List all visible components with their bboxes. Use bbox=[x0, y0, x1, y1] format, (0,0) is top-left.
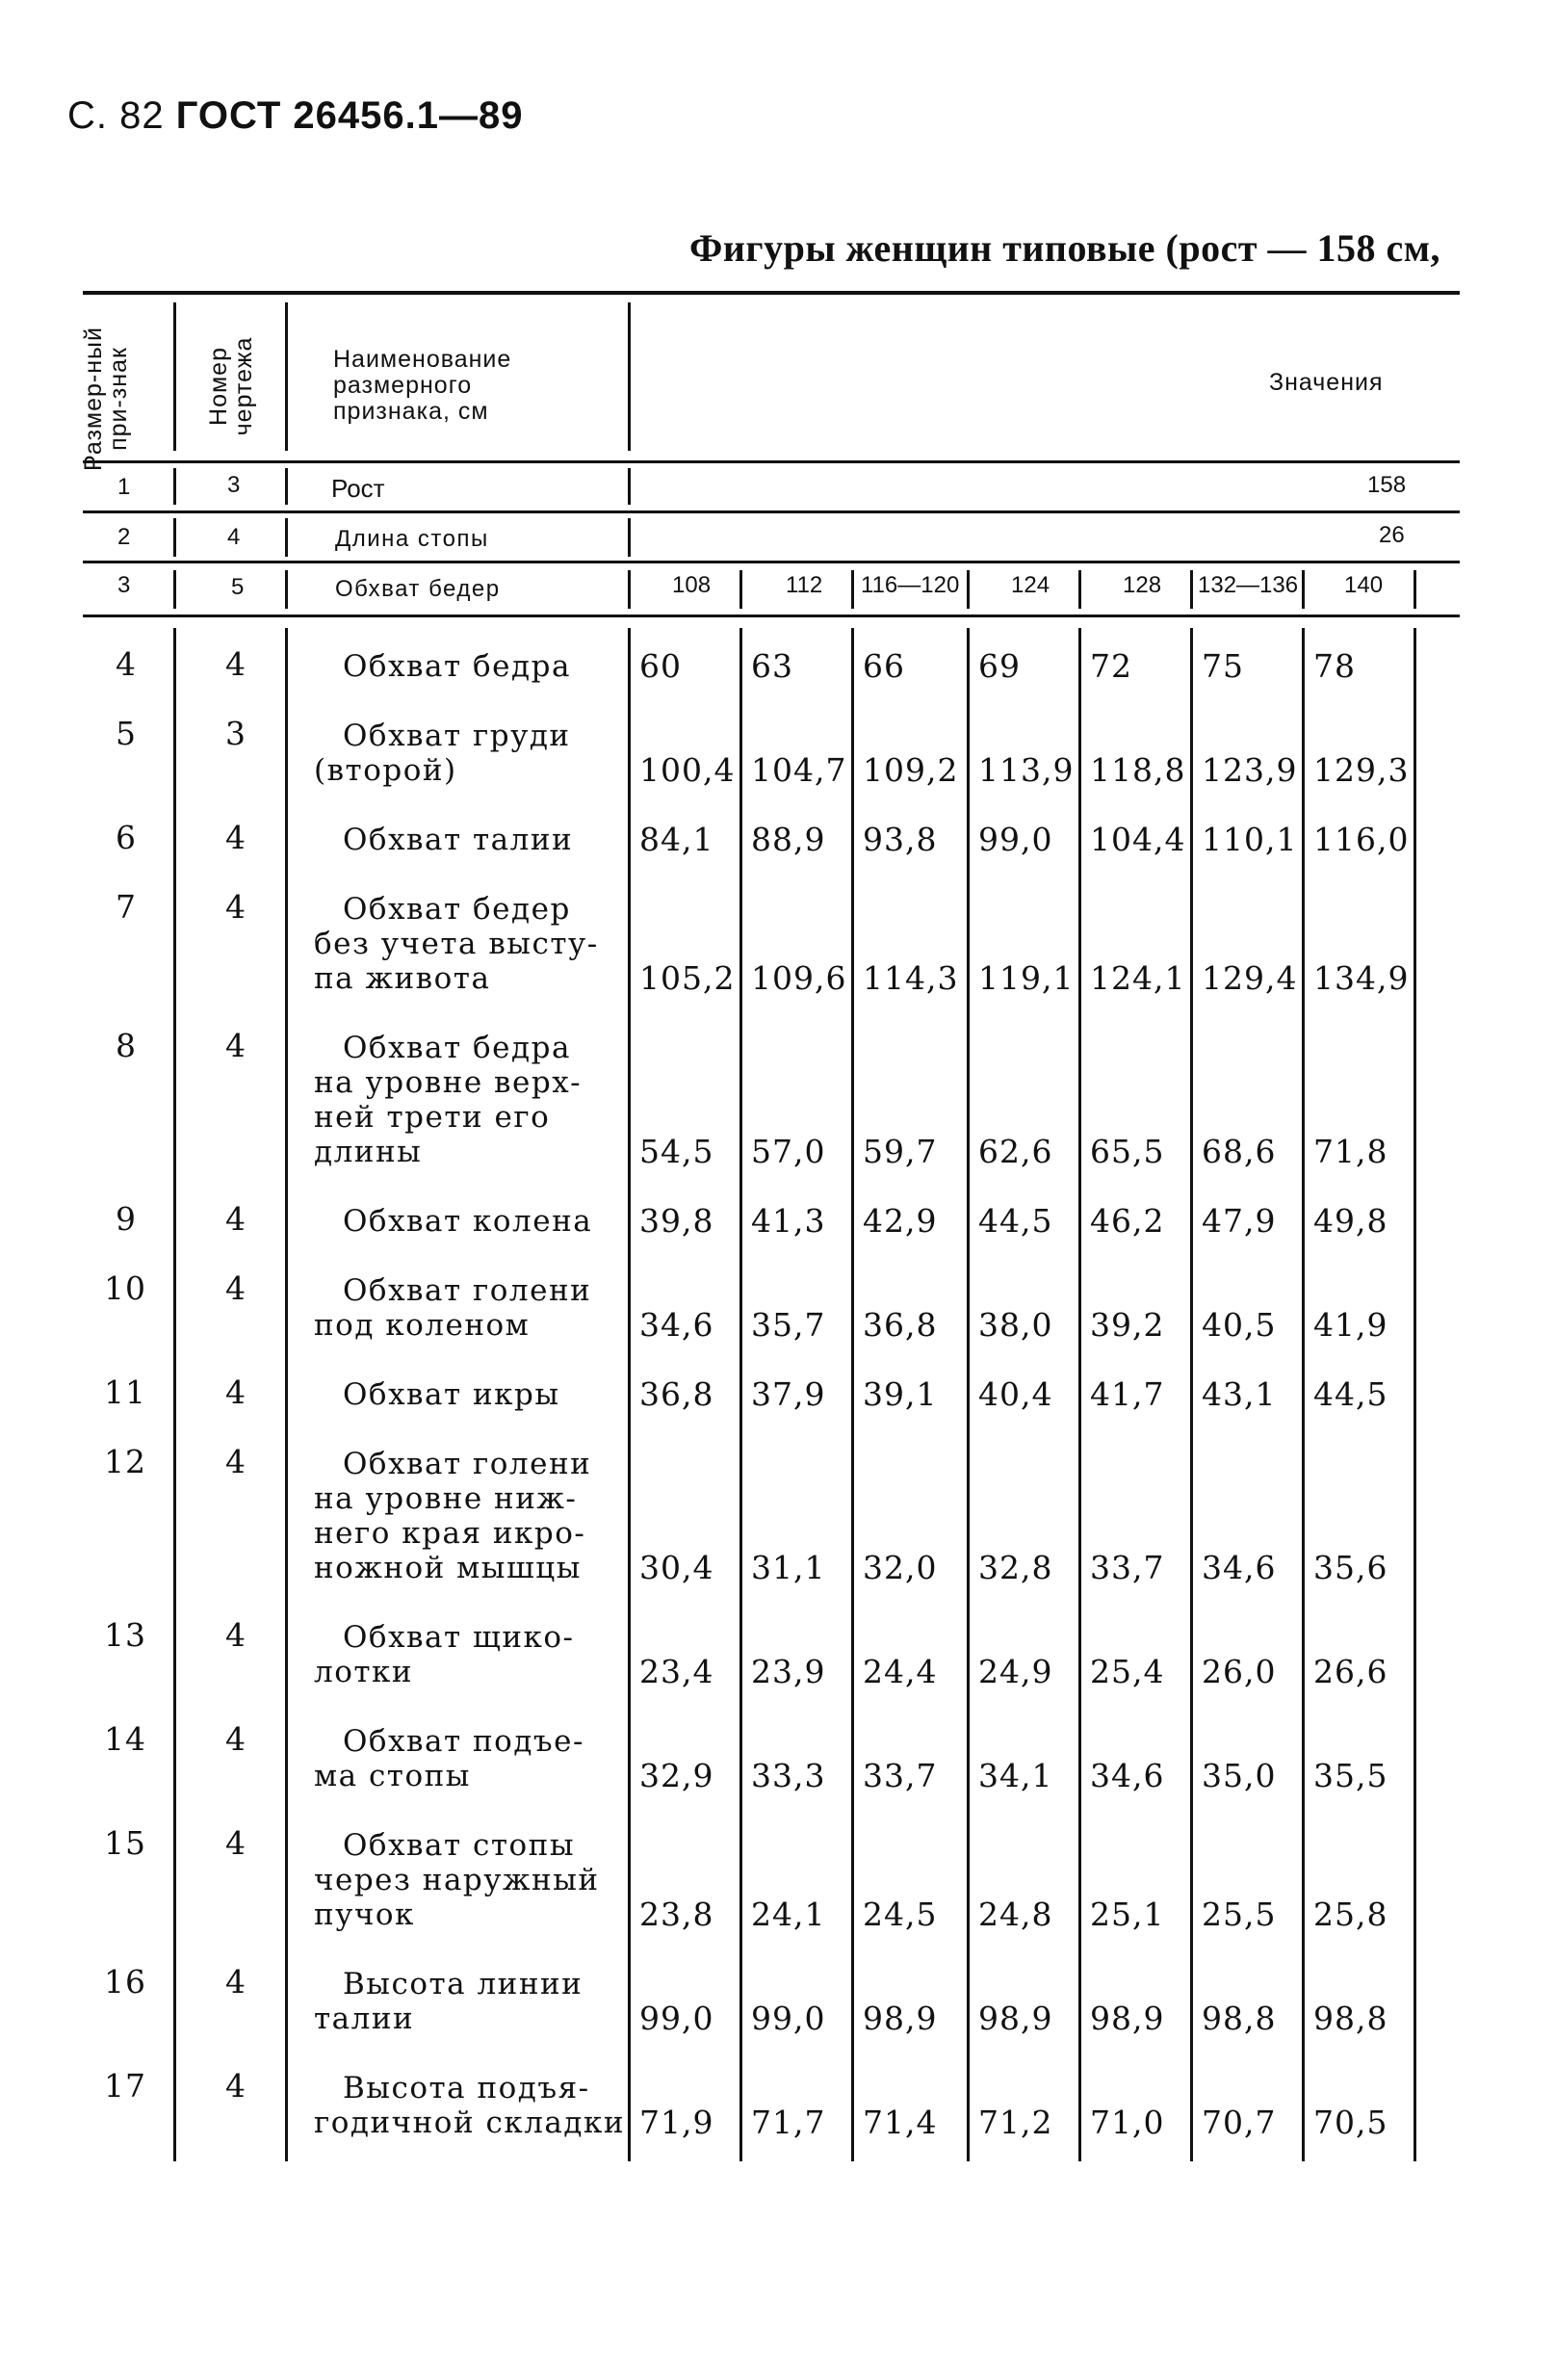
row3-div-3 bbox=[628, 570, 631, 609]
feature-number: 11 bbox=[104, 1373, 146, 1411]
value-cell: 33,7 bbox=[863, 1757, 938, 1794]
value-cell: 23,9 bbox=[751, 1653, 826, 1690]
drawing-number: 4 bbox=[225, 1200, 246, 1238]
value-cell: 104,7 bbox=[751, 751, 847, 789]
row2-div-1 bbox=[173, 518, 176, 557]
value-cell: 98,9 bbox=[863, 2000, 938, 2037]
value-cell: 119,1 bbox=[978, 959, 1075, 997]
value-cell: 71,0 bbox=[1090, 2104, 1165, 2141]
drawing-number: 4 bbox=[225, 2067, 246, 2105]
value-cell: 26,0 bbox=[1202, 1653, 1277, 1690]
header-bottom-rule bbox=[83, 460, 1460, 463]
value-cell: 60 bbox=[639, 647, 682, 685]
feature-name-line: через наружный bbox=[314, 1863, 600, 1897]
feature-number: 15 bbox=[104, 1824, 146, 1862]
standard-code: ГОСТ 26456.1—89 bbox=[175, 94, 524, 137]
value-cell: 44,5 bbox=[978, 1202, 1053, 1240]
value-cell: 78 bbox=[1313, 647, 1356, 685]
feature-name-line: без учета высту- bbox=[314, 927, 599, 961]
value-cell: 30,4 bbox=[639, 1549, 714, 1586]
feature-name-line: Обхват подъе- bbox=[343, 1724, 584, 1759]
value-cell: 105,2 bbox=[639, 959, 736, 997]
value-cell: 63 bbox=[751, 647, 793, 685]
value-cell: 23,8 bbox=[639, 1896, 714, 1933]
row1-drawing: 3 bbox=[227, 472, 241, 498]
feature-name-line: ма стопы bbox=[314, 1759, 471, 1793]
value-cell: 54,5 bbox=[639, 1133, 714, 1170]
size-1: 108 bbox=[672, 572, 712, 598]
row2-name: Длина стопы bbox=[335, 526, 489, 552]
value-cell: 65,5 bbox=[1090, 1133, 1165, 1170]
feature-name-line: па живота bbox=[314, 961, 491, 996]
feature-number: 5 bbox=[116, 715, 137, 752]
value-cell: 35,6 bbox=[1313, 1549, 1388, 1586]
row3-drawing: 5 bbox=[231, 574, 245, 600]
size-div-2 bbox=[851, 570, 854, 609]
value-cell: 42,9 bbox=[863, 1202, 938, 1240]
value-cell: 71,8 bbox=[1313, 1133, 1388, 1170]
feature-number: 16 bbox=[104, 1963, 146, 2001]
drawing-number: 4 bbox=[225, 1373, 246, 1411]
body-divider-6 bbox=[967, 628, 970, 2161]
feature-name-line: годичной складки bbox=[314, 2105, 626, 2140]
value-cell: 36,8 bbox=[863, 1306, 938, 1344]
value-cell: 129,3 bbox=[1313, 751, 1410, 789]
value-cell: 24,4 bbox=[863, 1653, 938, 1690]
feature-number: 8 bbox=[116, 1027, 137, 1064]
feature-name-line: длины bbox=[314, 1135, 423, 1169]
row1-div-2 bbox=[285, 468, 288, 505]
feature-name-line: Обхват бедер bbox=[343, 892, 571, 927]
value-cell: 59,7 bbox=[863, 1133, 938, 1170]
body-divider-7 bbox=[1078, 628, 1081, 2161]
value-cell: 129,4 bbox=[1202, 959, 1298, 997]
value-cell: 41,3 bbox=[751, 1202, 826, 1240]
value-cell: 35,5 bbox=[1313, 1757, 1388, 1794]
body-divider-10 bbox=[1413, 628, 1416, 2161]
value-cell: 84,1 bbox=[639, 821, 714, 858]
hdr-divider-1 bbox=[173, 302, 176, 451]
feature-number: 13 bbox=[104, 1616, 146, 1654]
feature-number: 10 bbox=[104, 1269, 146, 1307]
value-cell: 40,4 bbox=[978, 1375, 1053, 1413]
size-div-5 bbox=[1190, 570, 1193, 609]
value-cell: 46,2 bbox=[1090, 1202, 1165, 1240]
feature-name-line: талии bbox=[314, 2001, 415, 2036]
value-cell: 31,1 bbox=[751, 1549, 826, 1586]
feature-name-line: под коленом bbox=[314, 1308, 531, 1343]
value-cell: 71,2 bbox=[978, 2104, 1053, 2141]
feature-name-line: него края икро- bbox=[314, 1516, 586, 1551]
size-4: 124 bbox=[1011, 572, 1050, 598]
feature-name-line: Обхват груди bbox=[343, 719, 571, 753]
value-cell: 33,3 bbox=[751, 1757, 826, 1794]
value-cell: 68,6 bbox=[1202, 1133, 1277, 1170]
value-cell: 32,0 bbox=[863, 1549, 938, 1586]
value-cell: 88,9 bbox=[751, 821, 826, 858]
feature-name-line: Обхват икры bbox=[343, 1377, 560, 1412]
value-cell: 32,9 bbox=[639, 1757, 714, 1794]
value-cell: 23,4 bbox=[639, 1653, 714, 1690]
value-cell: 70,7 bbox=[1202, 2104, 1277, 2141]
size-div-6 bbox=[1302, 570, 1305, 609]
hdr-divider-2 bbox=[285, 302, 288, 451]
row1-div-1 bbox=[173, 468, 176, 505]
drawing-number: 4 bbox=[225, 819, 246, 856]
feature-number: 14 bbox=[104, 1720, 146, 1758]
feature-number: 4 bbox=[116, 645, 137, 683]
body-divider-5 bbox=[851, 628, 854, 2161]
value-cell: 25,8 bbox=[1313, 1896, 1388, 1933]
feature-number: 17 bbox=[104, 2067, 146, 2105]
row2-div-3 bbox=[628, 518, 631, 557]
value-cell: 33,7 bbox=[1090, 1549, 1165, 1586]
size-3: 116—120 bbox=[861, 572, 960, 598]
value-cell: 70,5 bbox=[1313, 2104, 1388, 2141]
value-cell: 39,8 bbox=[639, 1202, 714, 1240]
body-divider-8 bbox=[1190, 628, 1193, 2161]
value-cell: 113,9 bbox=[978, 751, 1075, 789]
value-cell: 98,8 bbox=[1313, 2000, 1388, 2037]
value-cell: 72 bbox=[1090, 647, 1132, 685]
value-cell: 40,5 bbox=[1202, 1306, 1277, 1344]
col-header-drawing-no bbox=[206, 309, 262, 463]
measurement-table bbox=[80, 291, 1460, 2217]
row1-number: 1 bbox=[117, 474, 131, 500]
value-cell: 109,6 bbox=[751, 959, 847, 997]
hdr-divider-3 bbox=[628, 302, 631, 451]
drawing-number: 4 bbox=[225, 1443, 246, 1480]
row1-name: Рост bbox=[331, 474, 385, 503]
size-5: 128 bbox=[1123, 572, 1162, 598]
feature-name-line: Обхват бедра bbox=[343, 1031, 571, 1065]
drawing-number: 4 bbox=[225, 1824, 246, 1862]
value-cell: 34,6 bbox=[1090, 1757, 1165, 1794]
value-cell: 41,9 bbox=[1313, 1306, 1388, 1344]
value-cell: 71,4 bbox=[863, 2104, 938, 2141]
value-cell: 134,9 bbox=[1313, 959, 1410, 997]
feature-name-line: на уровне ниж- bbox=[314, 1481, 578, 1516]
value-cell: 34,6 bbox=[639, 1306, 714, 1344]
size-div-7 bbox=[1413, 570, 1416, 609]
value-cell: 24,5 bbox=[863, 1896, 938, 1933]
row2-number: 2 bbox=[117, 524, 131, 550]
value-cell: 99,0 bbox=[639, 2000, 714, 2037]
value-cell: 71,9 bbox=[639, 2104, 714, 2141]
col-header-name: Наименование размерного признака, см bbox=[333, 346, 512, 425]
value-cell: 75 bbox=[1202, 647, 1244, 685]
feature-name-line: Обхват голени bbox=[343, 1273, 592, 1308]
body-divider-1 bbox=[173, 628, 176, 2161]
feature-number: 7 bbox=[116, 888, 137, 926]
drawing-number: 4 bbox=[225, 1616, 246, 1654]
value-cell: 98,8 bbox=[1202, 2000, 1277, 2037]
value-cell: 49,8 bbox=[1313, 1202, 1388, 1240]
feature-number: 6 bbox=[116, 819, 137, 856]
feature-name-line: (второй) bbox=[314, 753, 457, 788]
value-cell: 39,2 bbox=[1090, 1306, 1165, 1344]
row3-div-2 bbox=[285, 570, 288, 609]
value-cell: 98,9 bbox=[1090, 2000, 1165, 2037]
value-cell: 118,8 bbox=[1090, 751, 1186, 789]
body-divider-2 bbox=[285, 628, 288, 2161]
value-cell: 99,0 bbox=[978, 821, 1053, 858]
feature-number: 12 bbox=[104, 1443, 146, 1480]
feature-name-line: Обхват талии bbox=[343, 823, 574, 857]
feature-name-line: Обхват голени bbox=[343, 1447, 592, 1481]
table-top-rule bbox=[83, 291, 1460, 295]
feature-name-line: Обхват стопы bbox=[343, 1828, 576, 1863]
value-cell: 114,3 bbox=[863, 959, 959, 997]
row2-bottom-rule bbox=[83, 561, 1460, 563]
drawing-number: 4 bbox=[225, 1269, 246, 1307]
value-cell: 36,8 bbox=[639, 1375, 714, 1413]
value-cell: 24,1 bbox=[751, 1896, 826, 1933]
row3-div-1 bbox=[173, 570, 176, 609]
value-cell: 62,6 bbox=[978, 1133, 1053, 1170]
value-cell: 43,1 bbox=[1202, 1375, 1277, 1413]
value-cell: 38,0 bbox=[978, 1306, 1053, 1344]
feature-name-line: на уровне верх- bbox=[314, 1065, 583, 1100]
row1-bottom-rule bbox=[83, 510, 1460, 513]
value-cell: 69 bbox=[978, 647, 1021, 685]
page-number: С. 82 bbox=[67, 94, 165, 137]
value-cell: 110,1 bbox=[1202, 821, 1298, 858]
value-cell: 93,8 bbox=[863, 821, 938, 858]
body-divider-9 bbox=[1302, 628, 1305, 2161]
value-cell: 99,0 bbox=[751, 2000, 826, 2037]
size-div-1 bbox=[739, 570, 742, 609]
value-cell: 123,9 bbox=[1202, 751, 1298, 789]
body-divider-3 bbox=[628, 628, 631, 2161]
value-cell: 71,7 bbox=[751, 2104, 826, 2141]
table-title: Фигуры женщин типовые (рост — 158 см, bbox=[689, 226, 1440, 270]
row1-value: 158 bbox=[1367, 472, 1407, 498]
size-7: 140 bbox=[1344, 572, 1384, 598]
page-header bbox=[67, 94, 524, 138]
size-2: 112 bbox=[786, 572, 823, 598]
value-cell: 24,9 bbox=[978, 1653, 1053, 1690]
col-header-feature-no-text: Размер-ный при-знак bbox=[80, 327, 132, 471]
feature-name-line: ножной мышцы bbox=[314, 1551, 582, 1585]
drawing-number: 4 bbox=[225, 1963, 246, 2001]
row2-value: 26 bbox=[1379, 522, 1405, 548]
col-header-feature-no bbox=[81, 322, 162, 476]
value-cell: 44,5 bbox=[1313, 1375, 1388, 1413]
feature-number: 9 bbox=[116, 1200, 137, 1238]
row2-drawing: 4 bbox=[227, 524, 241, 550]
value-cell: 104,4 bbox=[1090, 821, 1186, 858]
value-cell: 109,2 bbox=[863, 751, 959, 789]
row3-bottom-rule bbox=[83, 615, 1460, 617]
size-div-3 bbox=[967, 570, 970, 609]
feature-name-line: ней трети его bbox=[314, 1100, 551, 1135]
value-cell: 47,9 bbox=[1202, 1202, 1277, 1240]
value-cell: 100,4 bbox=[639, 751, 736, 789]
col-header-values: Значения bbox=[1269, 369, 1384, 396]
feature-name-line: Высота линии bbox=[343, 1967, 584, 2001]
value-cell: 37,9 bbox=[751, 1375, 826, 1413]
value-cell: 25,4 bbox=[1090, 1653, 1165, 1690]
feature-name-line: Обхват щико- bbox=[343, 1620, 575, 1655]
value-cell: 66 bbox=[863, 647, 905, 685]
feature-name-line: Обхват колена bbox=[343, 1204, 593, 1239]
row2-div-2 bbox=[285, 518, 288, 557]
value-cell: 57,0 bbox=[751, 1133, 826, 1170]
value-cell: 25,1 bbox=[1090, 1896, 1165, 1933]
value-cell: 35,7 bbox=[751, 1306, 826, 1344]
col-header-drawing-no-text: Номер чертежа bbox=[205, 336, 257, 436]
drawing-number: 4 bbox=[225, 1027, 246, 1064]
drawing-number: 4 bbox=[225, 888, 246, 926]
value-cell: 35,0 bbox=[1202, 1757, 1277, 1794]
drawing-number: 4 bbox=[225, 1720, 246, 1758]
value-cell: 34,1 bbox=[978, 1757, 1053, 1794]
value-cell: 26,6 bbox=[1313, 1653, 1388, 1690]
value-cell: 34,6 bbox=[1202, 1549, 1277, 1586]
drawing-number: 3 bbox=[225, 715, 246, 752]
body-divider-4 bbox=[739, 628, 742, 2161]
drawing-number: 4 bbox=[225, 645, 246, 683]
row3-name: Обхват бедер bbox=[335, 576, 501, 602]
row3-number: 3 bbox=[117, 572, 131, 598]
value-cell: 98,9 bbox=[978, 2000, 1053, 2037]
value-cell: 41,7 bbox=[1090, 1375, 1165, 1413]
value-cell: 116,0 bbox=[1313, 821, 1410, 858]
size-6: 132—136 bbox=[1198, 572, 1299, 598]
feature-name-line: лотки bbox=[314, 1655, 414, 1689]
size-div-4 bbox=[1078, 570, 1081, 609]
feature-name-line: Обхват бедра bbox=[343, 649, 571, 684]
value-cell: 39,1 bbox=[863, 1375, 938, 1413]
value-cell: 24,8 bbox=[978, 1896, 1053, 1933]
value-cell: 25,5 bbox=[1202, 1896, 1277, 1933]
row1-div-3 bbox=[628, 468, 631, 505]
feature-name-line: пучок bbox=[314, 1897, 415, 1932]
value-cell: 124,1 bbox=[1090, 959, 1186, 997]
feature-name-line: Высота подъя- bbox=[343, 2071, 590, 2105]
value-cell: 32,8 bbox=[978, 1549, 1053, 1586]
